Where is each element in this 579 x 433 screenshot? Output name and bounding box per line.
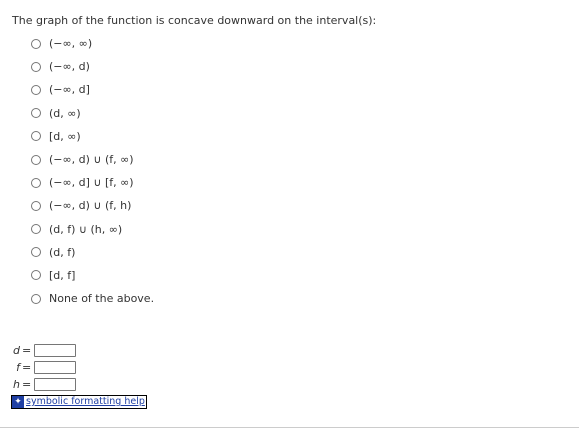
equals-sign: = <box>22 344 32 357</box>
f-input[interactable] <box>34 361 76 374</box>
option-label: (−∞, d] ∪ [f, ∞) <box>49 176 134 190</box>
radio-button[interactable] <box>31 247 41 257</box>
option-label: (−∞, ∞) <box>49 37 93 51</box>
option-union-open[interactable] <box>31 148 154 171</box>
option-label: (−∞, d) ∪ (f, ∞) <box>49 153 134 167</box>
option-union-f-h[interactable] <box>31 194 154 217</box>
option-union-d-f-h-inf[interactable] <box>31 218 154 241</box>
option-d-to-f-closed[interactable] <box>31 264 154 287</box>
variable-label: h <box>13 378 20 391</box>
radio-button[interactable] <box>31 178 41 188</box>
option-neg-inf-to-d-open[interactable] <box>31 55 154 78</box>
help-star-icon: ✦ <box>12 396 24 408</box>
question-text: The graph of the function is concave downward on the interval(s): <box>12 14 377 27</box>
h-input[interactable] <box>34 378 76 391</box>
help-link-label: symbolic formatting help <box>26 396 145 407</box>
option-label: (−∞, d) <box>49 60 90 74</box>
option-union-closed[interactable] <box>31 171 154 194</box>
answer-fields <box>10 342 76 393</box>
radio-button[interactable] <box>31 85 41 95</box>
option-label: None of the above. <box>49 292 155 306</box>
radio-button[interactable] <box>31 224 41 234</box>
option-label: (−∞, d] <box>49 83 90 97</box>
radio-button[interactable] <box>31 155 41 165</box>
option-neg-inf-to-d-closed[interactable] <box>31 78 154 101</box>
option-d-to-inf-open[interactable] <box>31 102 154 125</box>
equals-sign: = <box>22 361 32 374</box>
variable-label: d <box>13 344 20 357</box>
radio-button[interactable] <box>31 131 41 141</box>
divider <box>0 427 579 428</box>
option-label: (d, f) ∪ (h, ∞) <box>49 222 123 236</box>
options-radio-group <box>31 32 154 310</box>
answer-row-f <box>10 359 76 376</box>
answer-row-h <box>10 376 76 393</box>
radio-button[interactable] <box>31 270 41 280</box>
answer-row-d <box>10 342 76 359</box>
option-label: [d, ∞) <box>49 129 81 143</box>
symbolic-formatting-help-button[interactable] <box>11 395 147 409</box>
option-all-reals[interactable] <box>31 32 154 55</box>
option-d-to-f-open[interactable] <box>31 241 154 264</box>
d-input[interactable] <box>34 344 76 357</box>
radio-button[interactable] <box>31 62 41 72</box>
radio-button[interactable] <box>31 108 41 118</box>
radio-button[interactable] <box>31 294 41 304</box>
equals-sign: = <box>22 378 32 391</box>
radio-button[interactable] <box>31 201 41 211</box>
option-label: (d, f) <box>49 245 76 259</box>
variable-label: f <box>16 361 20 374</box>
radio-button[interactable] <box>31 39 41 49</box>
option-label: [d, f] <box>49 268 76 282</box>
option-label: (−∞, d) ∪ (f, h) <box>49 199 132 213</box>
option-d-to-inf-closed[interactable] <box>31 125 154 148</box>
option-label: (d, ∞) <box>49 106 81 120</box>
option-none[interactable] <box>31 287 154 310</box>
